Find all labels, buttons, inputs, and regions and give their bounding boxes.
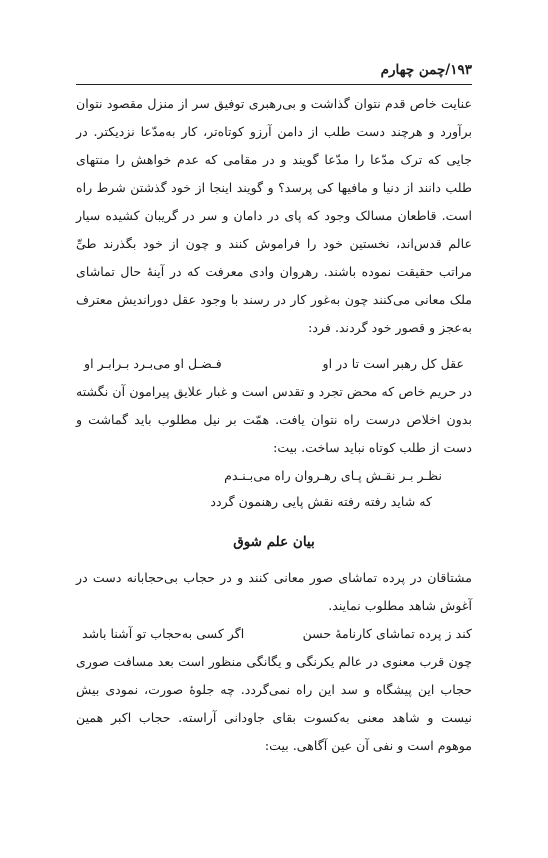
paragraph-2: در حریم خاص که محض تجرد و تقدس است و غبار علایق پیرامون آن نگشته بدون اخلاص درست راه نتوان یافت. همّت بر نیل مطلوب باید گماشت و دست از طلب کوتاه نباید ساخت. بیت:: [76, 384, 472, 455]
verse-3: [76, 620, 472, 648]
verse-3-second-hemistich: اگر کسی به‌حجاب تو آشنا باشد: [82, 626, 245, 641]
section-heading: بیان علم شوق: [233, 534, 315, 550]
paragraph-3: مشتاقان در پرده تماشای صور معانی کنند و در حجاب بی‌حجابانه دست در آغوش شاهد مطلوب نمایند.: [76, 570, 472, 613]
verse-2-first-hemistich: نظـر بـر نقـش پـای رهـروان راه می‌بـنـدم: [224, 468, 442, 483]
verse-1-second-hemistich: فـضـل او می‌بـرد بـرابـر او: [84, 356, 222, 371]
paragraph-1: عنایت خاص قدم نتوان گذاشت و بی‌رهبری توفیق سر از منزل مقصود نتوان برآورد و هرچند دست طلب از دامن آرزو کوتاه‌تر، کار به‌مدّعا نزدیکتر. در جایی که ترک مدّعا را مدّعا گویند و در مقامی که عدم خواهش را منتهای طلب دانند از دنیا و مافیها کی پرسد؟ و گویند اینجا از خود گذشتن شرط راه است. قاطعان مسالک وجود که پای در داماﻥ و سر در گریبان کشیده سیار عالم قدس‌اند، نخستین خود را فراموش کنند و چون از خود بگذرند طیِّ مراتب حقیقت نموده باشند. رهروان وادی معرفت که در آینهٔ حال تماشای ملک معانی می‌کنند چون به‌غور کار در رسند با وجود عقل دوراندیش معترف به‌عجز و قصور خود گردند. فرد:: [76, 96, 472, 335]
verse-2-second-hemistich: که شاید رفته رفته نقش پایی رهنمون گردد: [210, 494, 432, 509]
verse-1: [76, 350, 472, 378]
verse-1-first-hemistich: عقل کل رهبر است تا در او: [322, 356, 464, 371]
verse-3-first-hemistich: کند ز پرده تماشای کارنامهٔ حسن: [302, 626, 472, 641]
page-header: [76, 62, 472, 85]
running-title: ۱۹۳/چمن چهارم: [380, 62, 472, 78]
paragraph-4: چون قرب معنوی در عالم یکرنگی و یگانگی منظور است بعد مسافت صوری حجاب این پیشگاه و سد این راه نمی‌گردد. چه جلوهٔ صورت، نمودی بیش نیست و شاهد معنی به‌کسوت بقای جاودانی آراسته. حجاب اکبر همین موهوم است و نفی آن عین آگاهی. بیت:: [76, 654, 472, 753]
